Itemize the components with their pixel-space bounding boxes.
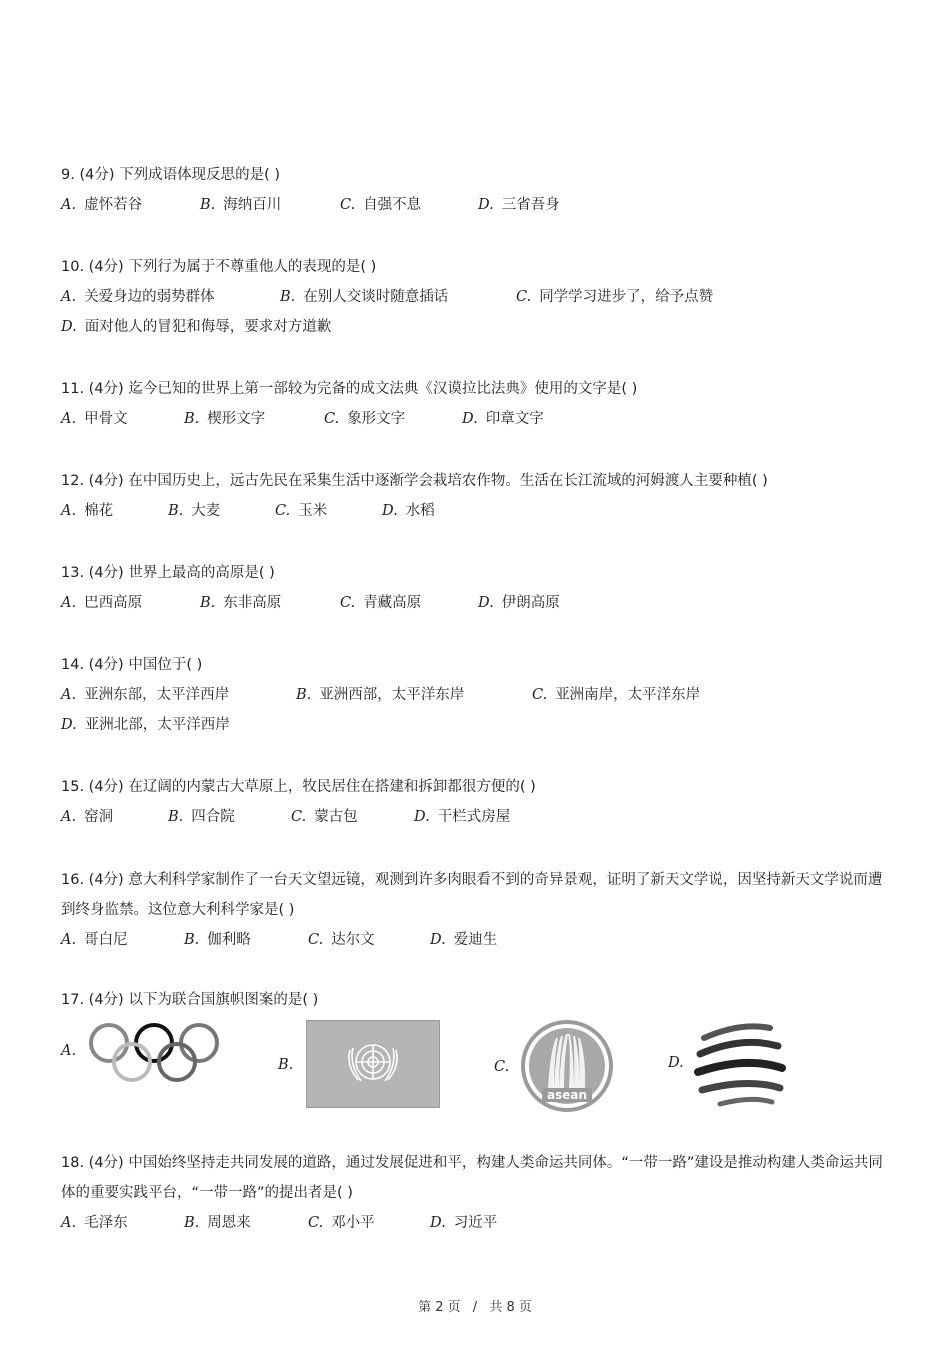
- option-a[interactable]: A. 窑洞: [61, 809, 114, 825]
- option-d[interactable]: D. 习近平: [430, 1215, 498, 1231]
- question-11: [61, 374, 891, 434]
- option-a[interactable]: A. 亚洲东部，太平洋西岸: [61, 687, 230, 703]
- question-stem: 17. (4分) 以下为联合国旗帜图案的是( ): [61, 992, 319, 1008]
- option-a[interactable]: A. 棉花: [61, 503, 114, 519]
- option-a[interactable]: A. 毛泽东: [61, 1215, 128, 1231]
- question-15: [61, 772, 891, 832]
- question-stem: 18. (4分) 中国始终坚持走共同发展的道路，通过发展促进和平，构建人类命运共同体。“一带一路”建设是推动构建人类命运共同体的重要实践平台，“一带一路”的提出者是( ): [61, 1155, 883, 1201]
- question-12: [61, 466, 891, 526]
- option-c[interactable]: C. 玉米: [275, 503, 328, 519]
- option-d[interactable]: D. 爱迪生: [430, 932, 498, 948]
- option-c[interactable]: C. 自强不息: [340, 197, 422, 213]
- option-b[interactable]: B. 大麦: [168, 503, 221, 519]
- question-stem: 13. (4分) 世界上最高的高原是( ): [61, 565, 275, 581]
- option-c[interactable]: C. 同学学习进步了，给予点赞: [516, 289, 714, 305]
- option-c[interactable]: C. 蒙古包: [291, 809, 358, 825]
- option-c[interactable]: C. 邓小平: [308, 1215, 375, 1231]
- asean-text: asean: [546, 1088, 588, 1102]
- option-b[interactable]: B. 东非高原: [200, 595, 282, 611]
- question-stem: 12. (4分) 在中国历史上，远古先民在采集生活中逐渐学会栽培农作物。生活在长江流域的河姆渡人主要种植( ): [61, 473, 768, 489]
- option-d[interactable]: D. 干栏式房屋: [414, 809, 511, 825]
- question-stem: 15. (4分) 在辽阔的内蒙古大草原上，牧民居住在搭建和拆卸都很方便的( ): [61, 779, 536, 795]
- option-c[interactable]: C. 象形文字: [324, 411, 406, 427]
- option-d[interactable]: D. 伊朗高原: [478, 595, 560, 611]
- option-d[interactable]: D. 三省吾身: [478, 197, 560, 213]
- question-13: [61, 558, 891, 618]
- option-d[interactable]: D. 水稻: [382, 503, 435, 519]
- question-stem: 9. (4分) 下列成语体现反思的是( ): [61, 167, 281, 183]
- option-d[interactable]: D. 印章文字: [462, 411, 544, 427]
- question-stem: 11. (4分) 迄今已知的世界上第一部较为完备的成文法典《汉谟拉比法典》使用的文字是( ): [61, 381, 638, 397]
- option-b[interactable]: B. 海纳百川: [200, 197, 282, 213]
- option-b[interactable]: B. 四合院: [168, 809, 235, 825]
- question-18: [61, 1148, 891, 1238]
- question-16: [61, 865, 891, 955]
- option-a[interactable]: A. 甲骨文: [61, 411, 128, 427]
- option-b[interactable]: B. 伽利略: [184, 932, 251, 948]
- option-a[interactable]: A. 巴西高原: [61, 595, 143, 611]
- page-footer: [0, 1296, 950, 1315]
- page-separator: /: [472, 1300, 478, 1315]
- option-d[interactable]: D. 亚洲北部，太平洋西岸: [61, 717, 230, 733]
- question-stem: 16. (4分) 意大利科学家制作了一台天文望远镜，观测到许多肉眼看不到的奇异景观，证明了新天文学说，因坚持新天文学说而遭到终身监禁。这位意大利科学家是( ): [61, 872, 883, 918]
- option-a[interactable]: A. 虚怀若谷: [61, 197, 143, 213]
- question-stem: 10. (4分) 下列行为属于不尊重他人的表现的是( ): [61, 259, 377, 275]
- option-a[interactable]: A. 哥白尼: [61, 932, 128, 948]
- question-9: [61, 160, 891, 220]
- option-b[interactable]: B. 周恩来: [184, 1215, 251, 1231]
- asean-emblem-icon: [516, 1018, 618, 1114]
- question-stem: 14. (4分) 中国位于( ): [61, 657, 203, 673]
- option-c[interactable]: C. 达尔文: [308, 932, 375, 948]
- option-d[interactable]: D. 面对他人的冒犯和侮辱，要求对方道歉: [61, 319, 332, 335]
- option-b[interactable]: B. 楔形文字: [184, 411, 266, 427]
- page-total: 共 8 页: [489, 1300, 532, 1315]
- olympic-rings-icon: [86, 1018, 226, 1084]
- un-flag-icon: [306, 1020, 440, 1108]
- page-number: 第 2 页: [418, 1300, 461, 1315]
- wto-logo-icon: [692, 1020, 792, 1112]
- option-b[interactable]: B. 在别人交谈时随意插话: [280, 289, 449, 305]
- option-a[interactable]: A. 关爱身边的弱势群体: [61, 289, 215, 305]
- option-b[interactable]: B. 亚洲西部，太平洋东岸: [296, 687, 465, 703]
- question-14: [61, 650, 891, 740]
- question-17: [61, 985, 891, 1015]
- option-c[interactable]: C. 亚洲南岸，太平洋东岸: [532, 687, 701, 703]
- option-c[interactable]: C. 青藏高原: [340, 595, 422, 611]
- question-10: [61, 252, 891, 342]
